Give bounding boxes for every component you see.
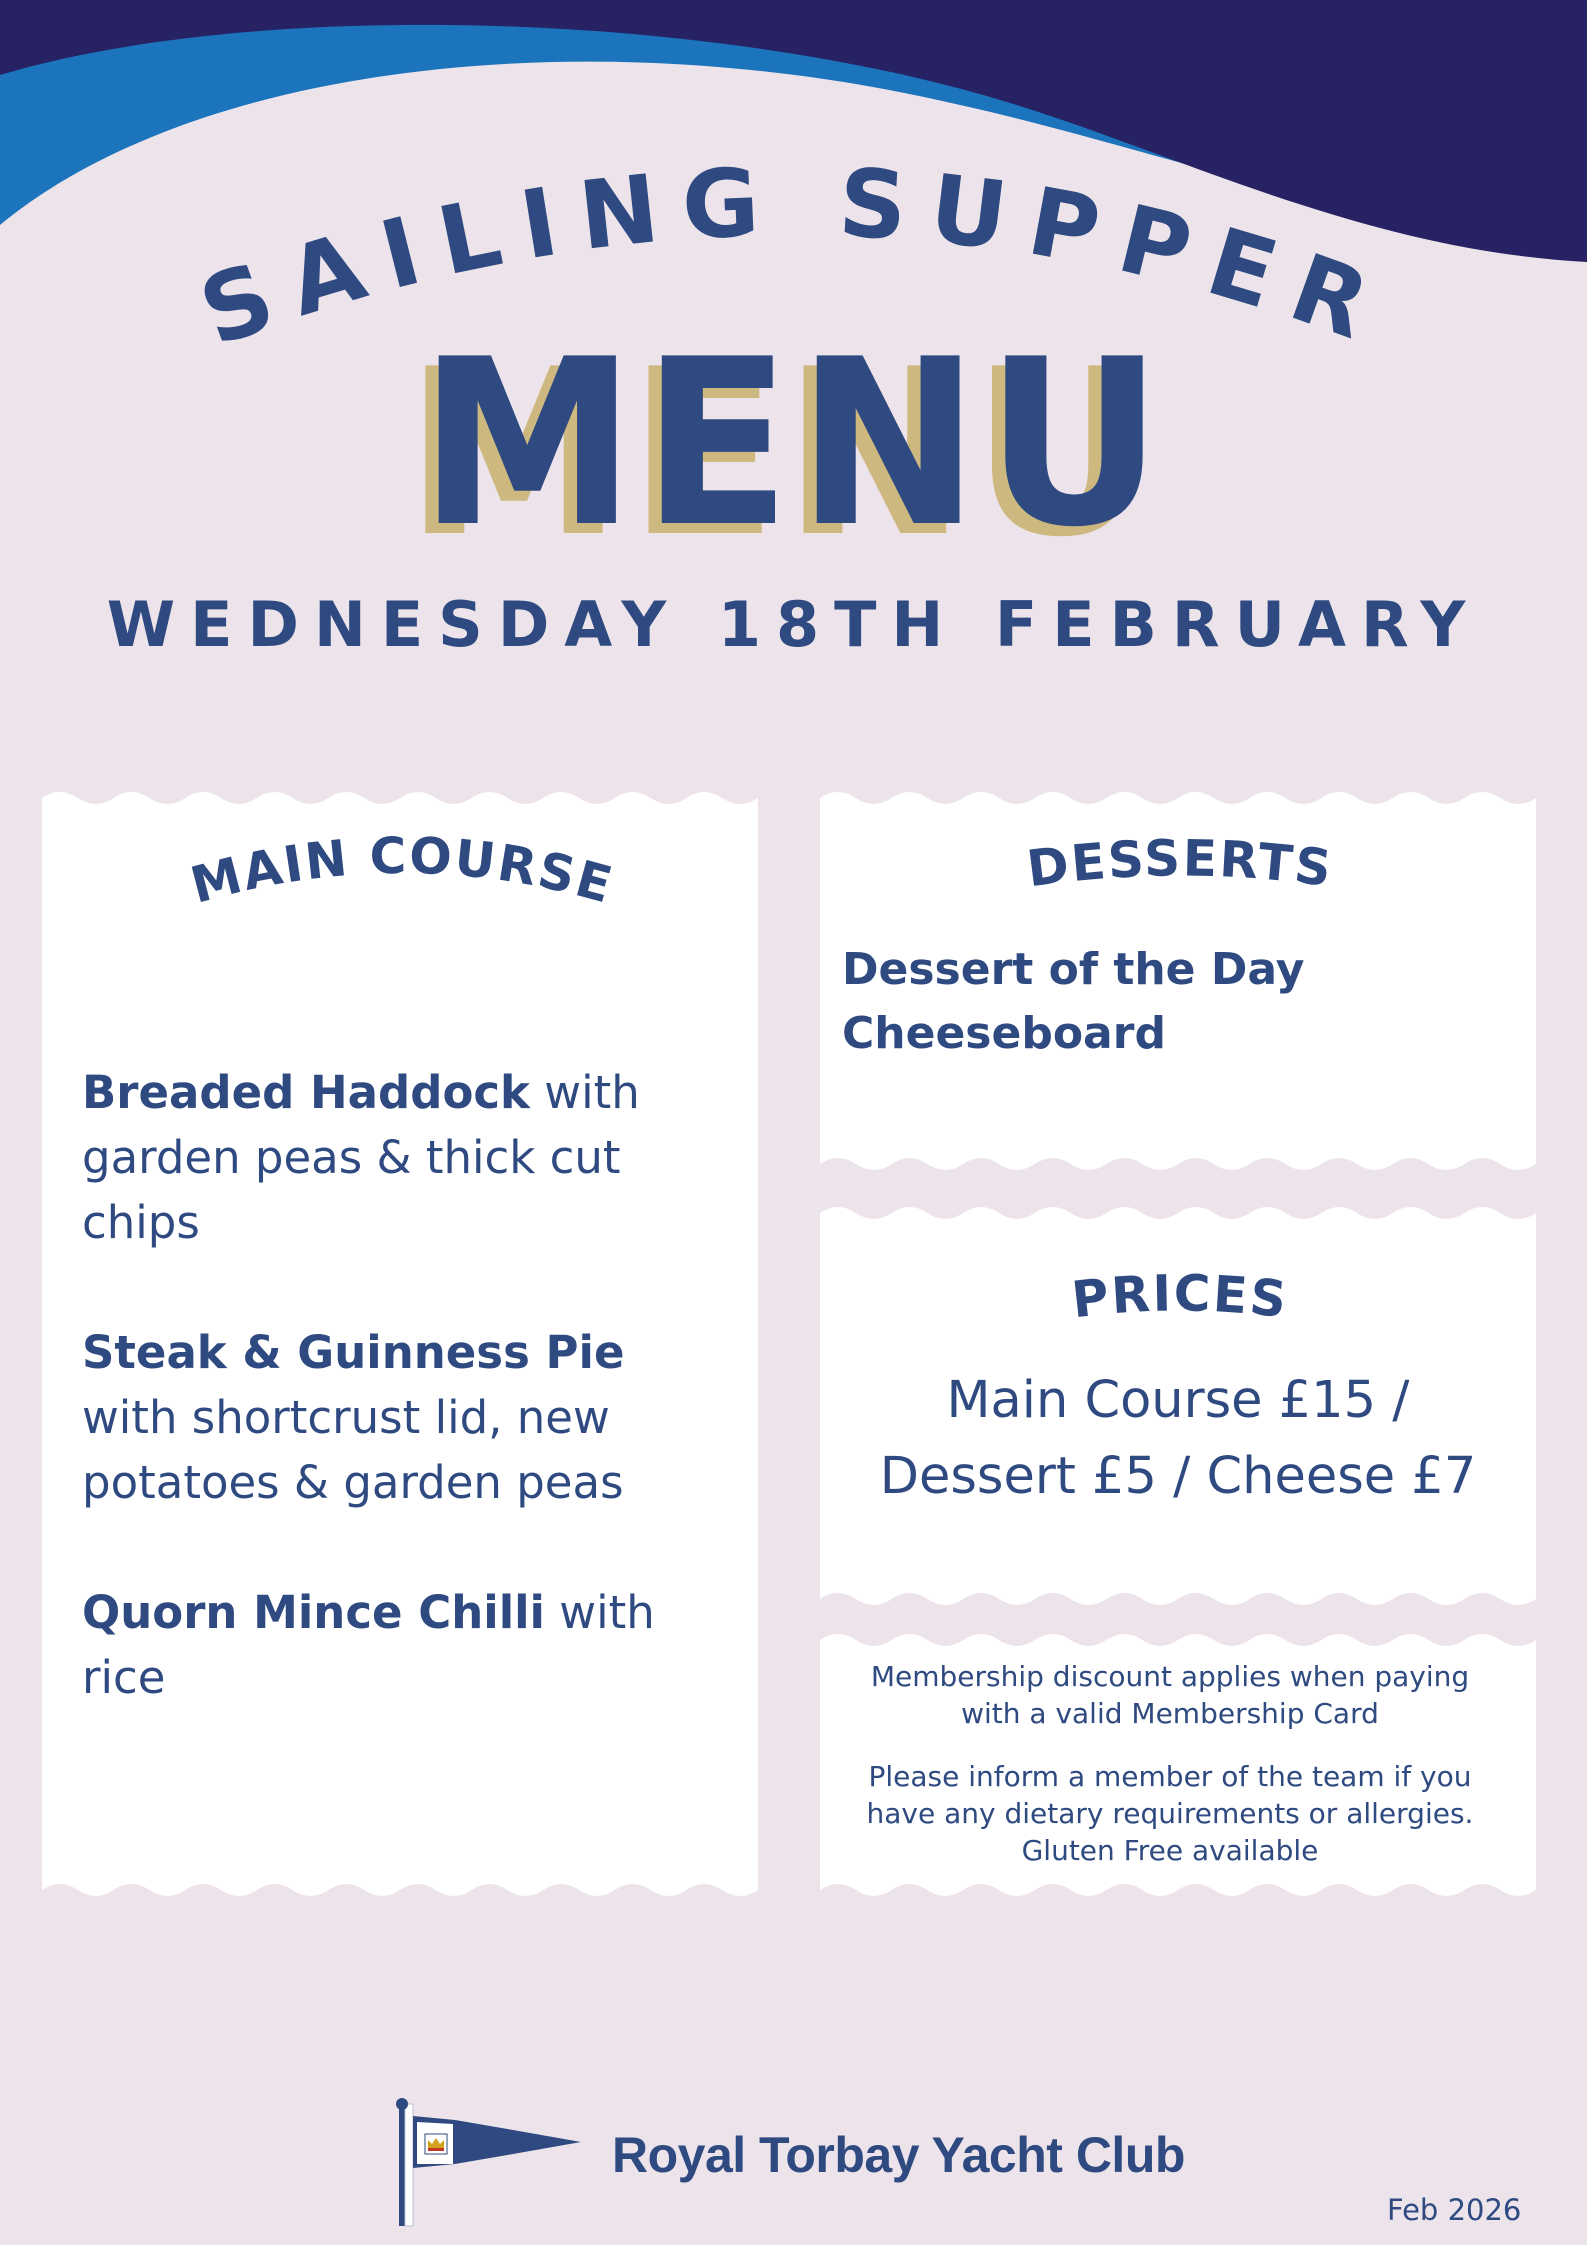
item-description: with rice: [82, 1586, 655, 1704]
club-flag-logo: [395, 2098, 595, 2228]
desserts-card: [820, 788, 1536, 1174]
prices-heading: [1020, 1253, 1340, 1353]
main-course-item: [82, 1320, 732, 1515]
prices-card: [820, 1203, 1536, 1609]
arc-title-text: SAILING SUPPER: [187, 148, 1403, 369]
item-description: with shortcrust lid, new potatoes & garden peas: [82, 1391, 624, 1509]
club-name: Royal Torbay Yacht Club: [612, 2127, 1185, 2183]
main-course-item: [82, 1580, 732, 1710]
desserts-heading-text: DESSERTS: [1023, 829, 1337, 899]
main-course-card: [42, 788, 758, 1900]
prices-line: Main Course £15 /: [946, 1371, 1410, 1430]
main-course-heading-text: MAIN COURSE: [184, 826, 620, 915]
dietary-note: Please inform a member of the team if you have any dietary requirements or allergies. Gluten Free available: [866, 1760, 1474, 1867]
main-course-heading: [142, 808, 662, 928]
desserts-list: [842, 938, 1482, 1066]
main-course-list: [82, 1060, 732, 1775]
notes-card: [820, 1630, 1536, 1900]
item-name: Quorn Mince Chilli: [82, 1586, 545, 1639]
event-date: WEDNESDAY 18TH FEBRUARY: [106, 588, 1481, 661]
svg-text:DESSERTS: [1024, 829, 1337, 898]
desserts-heading: [1000, 808, 1360, 908]
prices-line: Dessert £5 / Cheese £7: [879, 1447, 1477, 1506]
item-name: Breaded Haddock: [82, 1066, 530, 1119]
membership-note: Membership discount applies when paying with a valid Membership Card: [870, 1660, 1470, 1730]
dessert-item: Dessert of the Day: [842, 944, 1305, 995]
dessert-item: Cheeseboard: [842, 1008, 1166, 1059]
main-course-item: [82, 1060, 732, 1255]
prices-details: [820, 1363, 1536, 1515]
item-name: Steak & Guinness Pie: [82, 1326, 625, 1379]
item-description: with garden peas & thick cut chips: [82, 1066, 640, 1249]
footer-date: Feb 2026: [1387, 2193, 1522, 2227]
prices-heading-text: PRICES: [1068, 1264, 1292, 1330]
svg-text:MAIN COURSE: [185, 827, 620, 915]
svg-text:PRICES: [1069, 1264, 1291, 1329]
menu-title: MENU: [418, 311, 1169, 578]
